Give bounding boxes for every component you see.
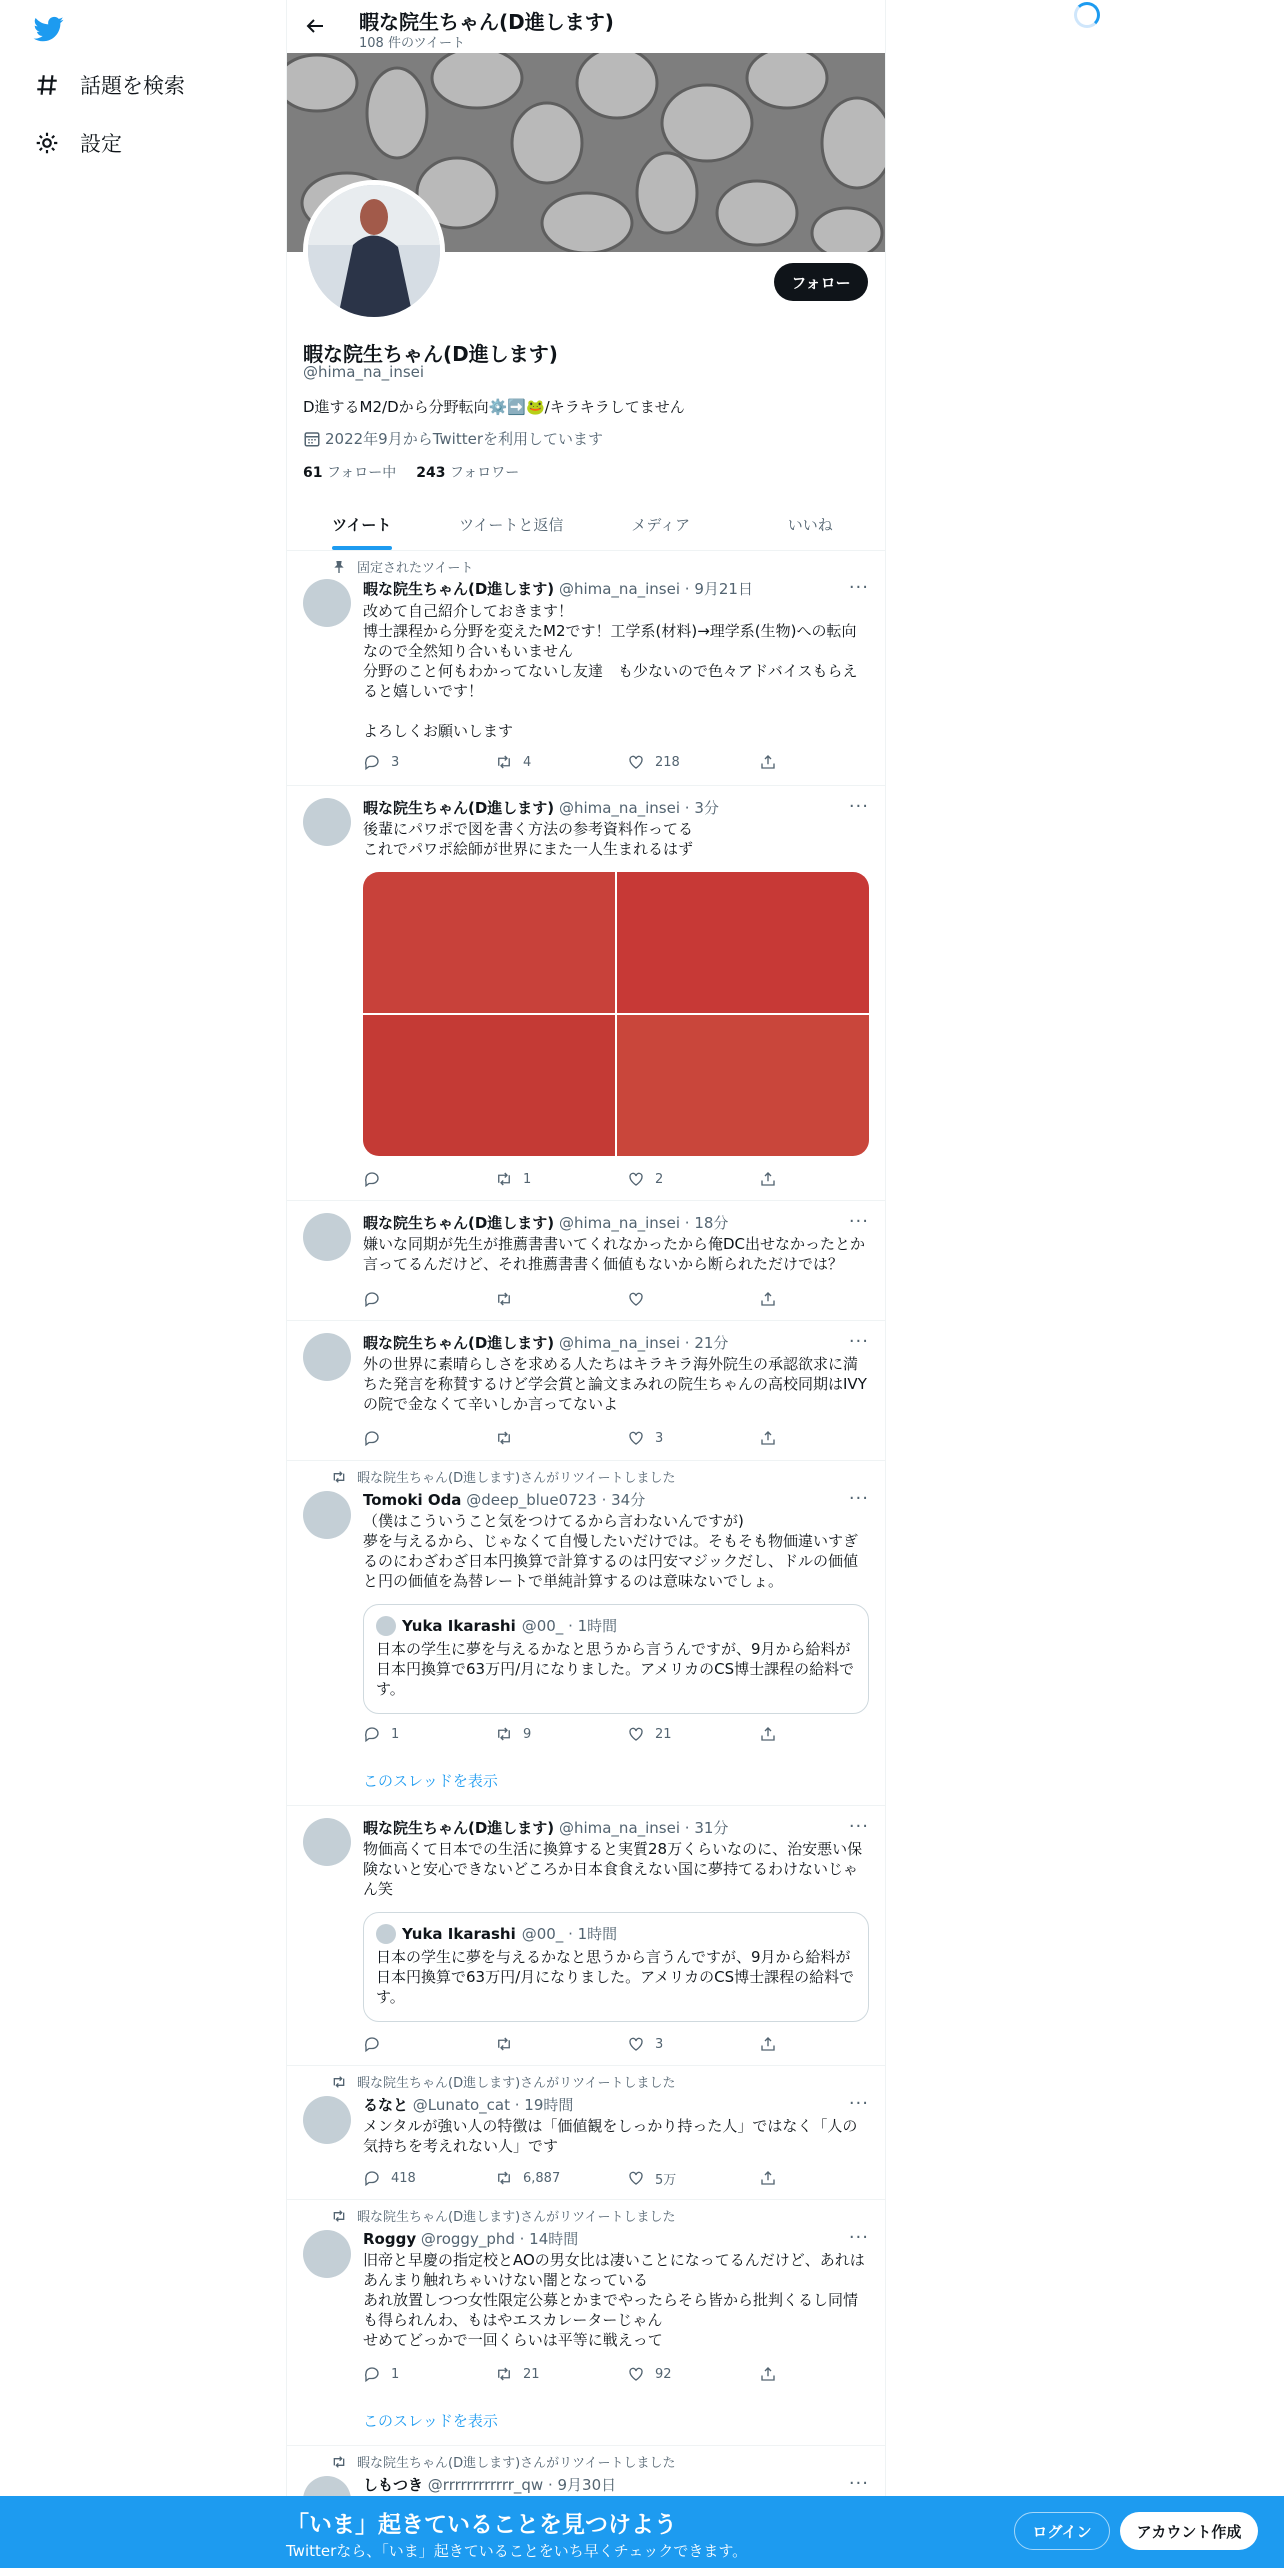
retweet-icon bbox=[495, 2035, 513, 2053]
tweet-actions bbox=[363, 1428, 789, 1448]
share-button[interactable] bbox=[759, 1724, 789, 1744]
nav-explore[interactable] bbox=[34, 70, 185, 100]
author-name[interactable]: 暇な院生ちゃん(D進します) bbox=[363, 799, 555, 817]
retweet-count: 9 bbox=[523, 1726, 532, 1742]
like-button[interactable] bbox=[627, 1724, 759, 1744]
followers-count: 243 bbox=[416, 465, 446, 481]
author-name[interactable]: 暇な院生ちゃん(D進します) bbox=[363, 1334, 555, 1352]
like-button[interactable] bbox=[627, 1169, 759, 1189]
login-button[interactable]: ログイン bbox=[1014, 2512, 1110, 2550]
author-name[interactable]: Tomoki Oda bbox=[363, 1491, 462, 1509]
reply-button[interactable] bbox=[363, 2034, 495, 2054]
heart-icon bbox=[627, 1725, 645, 1743]
like-count: 5万 bbox=[655, 2172, 677, 2188]
retweet-button[interactable] bbox=[495, 752, 627, 772]
twitter-logo-icon[interactable] bbox=[32, 14, 66, 44]
heart-icon bbox=[627, 1290, 645, 1308]
author-name[interactable]: しもつき bbox=[363, 2476, 424, 2494]
author-name[interactable]: 暇な院生ちゃん(D進します) bbox=[363, 580, 555, 598]
author-name[interactable]: るなと bbox=[363, 2096, 409, 2114]
profile-joined-text: 2022年9月からTwitterを利用しています bbox=[325, 430, 603, 448]
media-image[interactable] bbox=[617, 1015, 869, 1156]
following-label: フォロー中 bbox=[326, 465, 397, 481]
retweet-icon bbox=[331, 1469, 347, 1485]
quoted-tweet-header bbox=[376, 1923, 617, 1944]
retweet-icon bbox=[495, 2169, 513, 2187]
profile-joined bbox=[303, 428, 603, 449]
heart-icon bbox=[627, 2035, 645, 2053]
heart-icon bbox=[627, 1170, 645, 1188]
tweet-meta[interactable]: @hima_na_insei · 31分 bbox=[558, 1819, 729, 1837]
heart-icon bbox=[627, 2365, 645, 2383]
reply-icon bbox=[363, 1170, 381, 1188]
signup-prompt-title: 「いま」起きていることを見つけよう bbox=[286, 2512, 677, 2538]
more-options-icon[interactable]: ··· bbox=[848, 1331, 869, 1352]
tweet-media-grid[interactable] bbox=[363, 872, 869, 1156]
author-name[interactable]: 暇な院生ちゃん(D進します) bbox=[363, 1214, 555, 1232]
like-button[interactable] bbox=[627, 2168, 759, 2188]
share-button[interactable] bbox=[759, 2034, 789, 2054]
profile-column bbox=[286, 0, 886, 2568]
tweet-meta[interactable]: @hima_na_insei · 18分 bbox=[558, 1214, 729, 1232]
retweet-button[interactable] bbox=[495, 1289, 627, 1309]
retweeted-label-text: 暇な院生ちゃん(D進します)さんがリツイートしました bbox=[357, 2456, 676, 2471]
media-image[interactable] bbox=[363, 1015, 615, 1156]
like-button[interactable] bbox=[627, 2034, 759, 2054]
pinned-label-text: 固定されたツイート bbox=[357, 561, 474, 576]
reply-count: 418 bbox=[391, 2170, 416, 2186]
tweet[interactable] bbox=[287, 1321, 885, 1461]
profile-name: 暇な院生ちゃん(D進します) bbox=[303, 342, 558, 366]
profile-tabs bbox=[287, 498, 885, 551]
reply-button[interactable] bbox=[363, 752, 495, 772]
profile-avatar[interactable] bbox=[303, 180, 445, 322]
share-button[interactable] bbox=[759, 2364, 789, 2384]
retweeted-label bbox=[331, 2072, 676, 2091]
avatar[interactable] bbox=[303, 798, 351, 846]
header-title: 暇な院生ちゃん(D進します) bbox=[359, 10, 614, 34]
retweeted-label bbox=[331, 2206, 676, 2225]
show-thread-link[interactable]: このスレッドを表示 bbox=[363, 2412, 498, 2430]
more-options-icon[interactable]: ··· bbox=[848, 2473, 869, 2494]
profile-bio: D進するM2/Dから分野転向⚙️➡️🐸/キラキラしてません bbox=[303, 398, 685, 416]
tweet-text: 旧帝と早慶の指定校とAOの男女比は凄いことになってるんだけど、あれはあんまり触れちゃいけない闇となっている あれ放置しつつ女性限定公募とかまでやったらそら皆から批判くるし同情も得られんわ、もはやエスカレーターじゃん せめてどっかで一回くらいは平等に戦えって bbox=[363, 2251, 865, 2349]
reply-button[interactable] bbox=[363, 1428, 495, 1448]
more-options-icon[interactable]: ··· bbox=[848, 2227, 869, 2248]
reply-icon bbox=[363, 2169, 381, 2187]
retweeted-label-text: 暇な院生ちゃん(D進します)さんがリツイートしました bbox=[357, 2076, 676, 2091]
like-button[interactable] bbox=[627, 752, 759, 772]
reply-button[interactable] bbox=[363, 1289, 495, 1309]
retweet-icon bbox=[331, 2454, 347, 2470]
pin-icon bbox=[331, 559, 347, 575]
signup-prompt-bar bbox=[0, 2496, 1284, 2568]
tweet-text: 外の世界に素晴らしさを求める人たちはキラキラ海外院生の承認欲求に満ちた発言を称賛するけど学会賞と論文まみれの院生ちゃんの高校同期はIVYの院で金なくて辛いしか言ってないよ bbox=[363, 1355, 867, 1413]
tweet-header bbox=[363, 1817, 728, 1838]
tweet-text: 改めて自己紹介しておきます！ 博士課程から分野を変えたM2です！工学系(材料)→理学系(生物)への転向なので全然知り合いもいません 分野のこと何もわかってないし友達 も少ないので色々アドバイスもらえると嬉しいです！ よろしくお願いします bbox=[363, 602, 858, 740]
tweet-text: 後輩にパワポで図を書く方法の参考資料作ってる これでパワポ絵師が世界にまた一人生まれるはず bbox=[363, 820, 694, 858]
more-options-icon[interactable]: ··· bbox=[848, 1488, 869, 1509]
back-arrow-icon[interactable] bbox=[303, 14, 327, 38]
gear-icon bbox=[34, 130, 60, 156]
tweet-header bbox=[363, 2228, 578, 2249]
heart-icon bbox=[627, 753, 645, 771]
share-icon bbox=[759, 2365, 777, 2383]
reply-icon bbox=[363, 2035, 381, 2053]
tweet-header bbox=[363, 797, 719, 818]
retweet-icon bbox=[495, 1725, 513, 1743]
tab-tweets-and-replies[interactable]: ツイートと返信 bbox=[459, 515, 564, 534]
calendar-icon bbox=[303, 430, 321, 448]
quoted-author-name: Yuka Ikarashi bbox=[402, 1924, 516, 1943]
like-button[interactable] bbox=[627, 1428, 759, 1448]
retweet-count: 21 bbox=[523, 2366, 540, 2382]
tweet-text: メンタルが強い人の特徴は「価値観をしっかり持った人」ではなく「人の気持ちを考えれない人」です bbox=[363, 2117, 858, 2155]
reply-button[interactable] bbox=[363, 1169, 495, 1189]
reply-button[interactable] bbox=[363, 1724, 495, 1744]
tweet-actions bbox=[363, 1724, 789, 1744]
reply-icon bbox=[363, 1725, 381, 1743]
avatar[interactable] bbox=[303, 1213, 351, 1261]
tweet[interactable] bbox=[287, 551, 885, 786]
tweet-text: 嫌いな同期が先生が推薦書書いてくれなかったから俺DC出せなかったとか言ってるんだけど、それ推薦書書く価値もないから断られただけでは？ bbox=[363, 1235, 866, 1273]
quoted-tweet-meta: @00_ · 1時間 bbox=[521, 1617, 618, 1635]
retweeted-label bbox=[331, 1467, 676, 1486]
reply-icon bbox=[363, 753, 381, 771]
tab-tweets[interactable]: ツイート bbox=[287, 498, 437, 550]
reply-icon bbox=[363, 2365, 381, 2383]
retweet-icon bbox=[331, 2208, 347, 2224]
retweet-icon bbox=[495, 1290, 513, 1308]
retweeted-label-text: 暇な院生ちゃん(D進します)さんがリツイートしました bbox=[357, 2210, 676, 2225]
avatar[interactable] bbox=[303, 1818, 351, 1866]
share-icon bbox=[759, 1170, 777, 1188]
tweet-actions bbox=[363, 752, 789, 772]
tweet-header bbox=[363, 578, 753, 599]
avatar[interactable] bbox=[303, 2230, 351, 2278]
more-options-icon[interactable]: ··· bbox=[848, 577, 869, 598]
share-icon bbox=[759, 2169, 777, 2187]
tweet[interactable] bbox=[287, 2200, 885, 2446]
share-icon bbox=[759, 1429, 777, 1447]
tweet-header bbox=[363, 2094, 573, 2115]
retweet-button[interactable] bbox=[495, 2364, 627, 2384]
tweet-actions bbox=[363, 2168, 789, 2188]
avatar[interactable] bbox=[303, 2096, 351, 2144]
following-count: 61 bbox=[303, 465, 323, 481]
like-count: 218 bbox=[655, 754, 680, 770]
tweet-header bbox=[363, 1212, 728, 1233]
tab-media[interactable]: メディア bbox=[631, 515, 691, 534]
reply-icon bbox=[363, 1290, 381, 1308]
like-count: 92 bbox=[655, 2366, 672, 2382]
reply-count: 3 bbox=[391, 754, 400, 770]
quoted-tweet-text: 日本の学生に夢を与えるかなと思うから言うんですが、9月から給料が日本円換算で63万円/月になりました。アメリカのCS博士課程の給料です。 bbox=[376, 1640, 855, 1698]
share-icon bbox=[759, 2035, 777, 2053]
retweet-icon bbox=[495, 2365, 513, 2383]
reply-count: 1 bbox=[391, 2366, 400, 2382]
retweet-button[interactable] bbox=[495, 1724, 627, 1744]
tweet-meta[interactable]: @Lunato_cat · 19時間 bbox=[412, 2096, 574, 2114]
profile-photo bbox=[308, 185, 440, 317]
header-tweet-count: 108 件のツイート bbox=[359, 36, 466, 51]
like-count: 3 bbox=[655, 2036, 664, 2052]
nav-settings[interactable] bbox=[34, 128, 122, 158]
quoted-tweet[interactable] bbox=[363, 1604, 869, 1714]
profile-header bbox=[287, 0, 885, 53]
like-count: 3 bbox=[655, 1430, 664, 1446]
quoted-author-name: Yuka Ikarashi bbox=[402, 1616, 516, 1635]
avatar[interactable] bbox=[303, 1333, 351, 1381]
media-image[interactable] bbox=[363, 872, 615, 1013]
share-button[interactable] bbox=[759, 1289, 789, 1309]
retweet-button[interactable] bbox=[495, 1428, 627, 1448]
tweet-actions bbox=[363, 1169, 789, 1189]
loading-spinner-icon bbox=[1074, 2, 1100, 28]
tweet[interactable] bbox=[287, 1201, 885, 1321]
tweet-header bbox=[363, 2474, 616, 2495]
tweet-text: 物価高くて日本での生活に換算すると実質28万くらいなのに、治安悪い保険ないと安心できないどころか日本食食えない国に夢持てるわけないじゃん笑 bbox=[363, 1840, 863, 1898]
signup-button[interactable]: アカウント作成 bbox=[1120, 2512, 1258, 2550]
retweet-count: 6,887 bbox=[523, 2170, 561, 2186]
show-thread-link[interactable]: このスレッドを表示 bbox=[363, 1772, 498, 1790]
heart-icon bbox=[627, 1429, 645, 1447]
retweeted-label bbox=[331, 2452, 676, 2471]
hashtag-icon bbox=[34, 72, 60, 98]
heart-icon bbox=[627, 2169, 645, 2187]
more-options-icon[interactable]: ··· bbox=[848, 796, 869, 817]
followers-label: フォロワー bbox=[449, 465, 520, 481]
retweet-icon bbox=[495, 1429, 513, 1447]
retweet-button[interactable] bbox=[495, 2168, 627, 2188]
tweet-meta[interactable]: @deep_blue0723 · 34分 bbox=[466, 1491, 646, 1509]
share-button[interactable] bbox=[759, 1428, 789, 1448]
profile-handle: @hima_na_insei bbox=[303, 363, 425, 381]
more-options-icon[interactable]: ··· bbox=[848, 1211, 869, 1232]
tweet[interactable] bbox=[287, 1461, 885, 1806]
tweet-meta[interactable]: @roggy_phd · 14時間 bbox=[420, 2230, 579, 2248]
author-name[interactable]: Roggy bbox=[363, 2230, 417, 2248]
tab-likes[interactable]: いいね bbox=[787, 515, 833, 534]
profile-stats bbox=[303, 462, 519, 482]
tweet-actions bbox=[363, 2034, 789, 2054]
share-icon bbox=[759, 1290, 777, 1308]
quoted-tweet-text: 日本の学生に夢を与えるかなと思うから言うんですが、9月から給料が日本円換算で63万円/月になりました。アメリカのCS博士課程の給料です。 bbox=[376, 1948, 855, 2006]
tweet-actions bbox=[363, 2364, 789, 2384]
share-button[interactable] bbox=[759, 752, 789, 772]
signup-prompt-subtitle: Twitterなら、「いま」起きていることをいち早くチェックできます。 bbox=[286, 2542, 748, 2560]
tweet[interactable] bbox=[287, 2066, 885, 2200]
share-icon bbox=[759, 753, 777, 771]
like-button[interactable] bbox=[627, 2364, 759, 2384]
reply-count: 1 bbox=[391, 1726, 400, 1742]
followers-link[interactable] bbox=[416, 462, 519, 482]
tweet-meta[interactable]: @hima_na_insei · 3分 bbox=[558, 799, 719, 817]
nav-settings-label: 設定 bbox=[80, 132, 122, 156]
like-count: 21 bbox=[655, 1726, 672, 1742]
avatar bbox=[376, 1924, 396, 1944]
retweet-icon bbox=[331, 2074, 347, 2090]
tweet-meta[interactable]: @hima_na_insei · 21分 bbox=[558, 1334, 729, 1352]
nav-explore-label: 話題を検索 bbox=[80, 74, 185, 98]
avatar[interactable] bbox=[303, 1491, 351, 1539]
like-count: 2 bbox=[655, 1171, 664, 1187]
share-button[interactable] bbox=[759, 1169, 789, 1189]
pinned-label bbox=[331, 557, 473, 576]
reply-button[interactable] bbox=[363, 2168, 495, 2188]
retweet-button[interactable] bbox=[495, 1169, 627, 1189]
tweet-header bbox=[363, 1332, 728, 1353]
retweet-count: 1 bbox=[523, 1171, 532, 1187]
tweet-actions bbox=[363, 1289, 789, 1309]
reply-icon bbox=[363, 1429, 381, 1447]
media-image[interactable] bbox=[617, 872, 869, 1013]
share-button[interactable] bbox=[759, 2168, 789, 2188]
reply-button[interactable] bbox=[363, 2364, 495, 2384]
quoted-tweet[interactable] bbox=[363, 1912, 869, 2022]
retweet-count: 4 bbox=[523, 754, 532, 770]
retweet-icon bbox=[495, 753, 513, 771]
tweet-meta[interactable]: @hima_na_insei · 9月21日 bbox=[558, 580, 753, 598]
share-icon bbox=[759, 1725, 777, 1743]
more-options-icon[interactable]: ··· bbox=[848, 1816, 869, 1837]
like-button[interactable] bbox=[627, 1289, 759, 1309]
retweeted-label-text: 暇な院生ちゃん(D進します)さんがリツイートしました bbox=[357, 1471, 676, 1486]
following-link[interactable] bbox=[303, 462, 396, 482]
quoted-tweet-header bbox=[376, 1615, 617, 1636]
tweet[interactable] bbox=[287, 1806, 885, 2066]
author-name[interactable]: 暇な院生ちゃん(D進します) bbox=[363, 1819, 555, 1837]
tweet-header bbox=[363, 1489, 645, 1510]
more-options-icon[interactable]: ··· bbox=[848, 2093, 869, 2114]
quoted-tweet-meta: @00_ · 1時間 bbox=[521, 1925, 618, 1943]
avatar bbox=[376, 1616, 396, 1636]
tweet-meta[interactable]: @rrrrrrrrrrrr_qw · 9月30日 bbox=[427, 2476, 617, 2494]
retweet-icon bbox=[495, 1170, 513, 1188]
tweet-text: （僕はこういうこと気をつけてるから言わないんですが) 夢を与えるから、じゃなくて自慢したいだけでは。そもそも物価違いすぎるのにわざわざ日本円換算で計算するのは円安マジックだし、ドルの価値と円の価値を為替レートで単純計算するのは意味ないでしょ。 bbox=[363, 1512, 859, 1590]
retweet-button[interactable] bbox=[495, 2034, 627, 2054]
avatar[interactable] bbox=[303, 579, 351, 627]
follow-button[interactable]: フォロー bbox=[774, 263, 868, 301]
